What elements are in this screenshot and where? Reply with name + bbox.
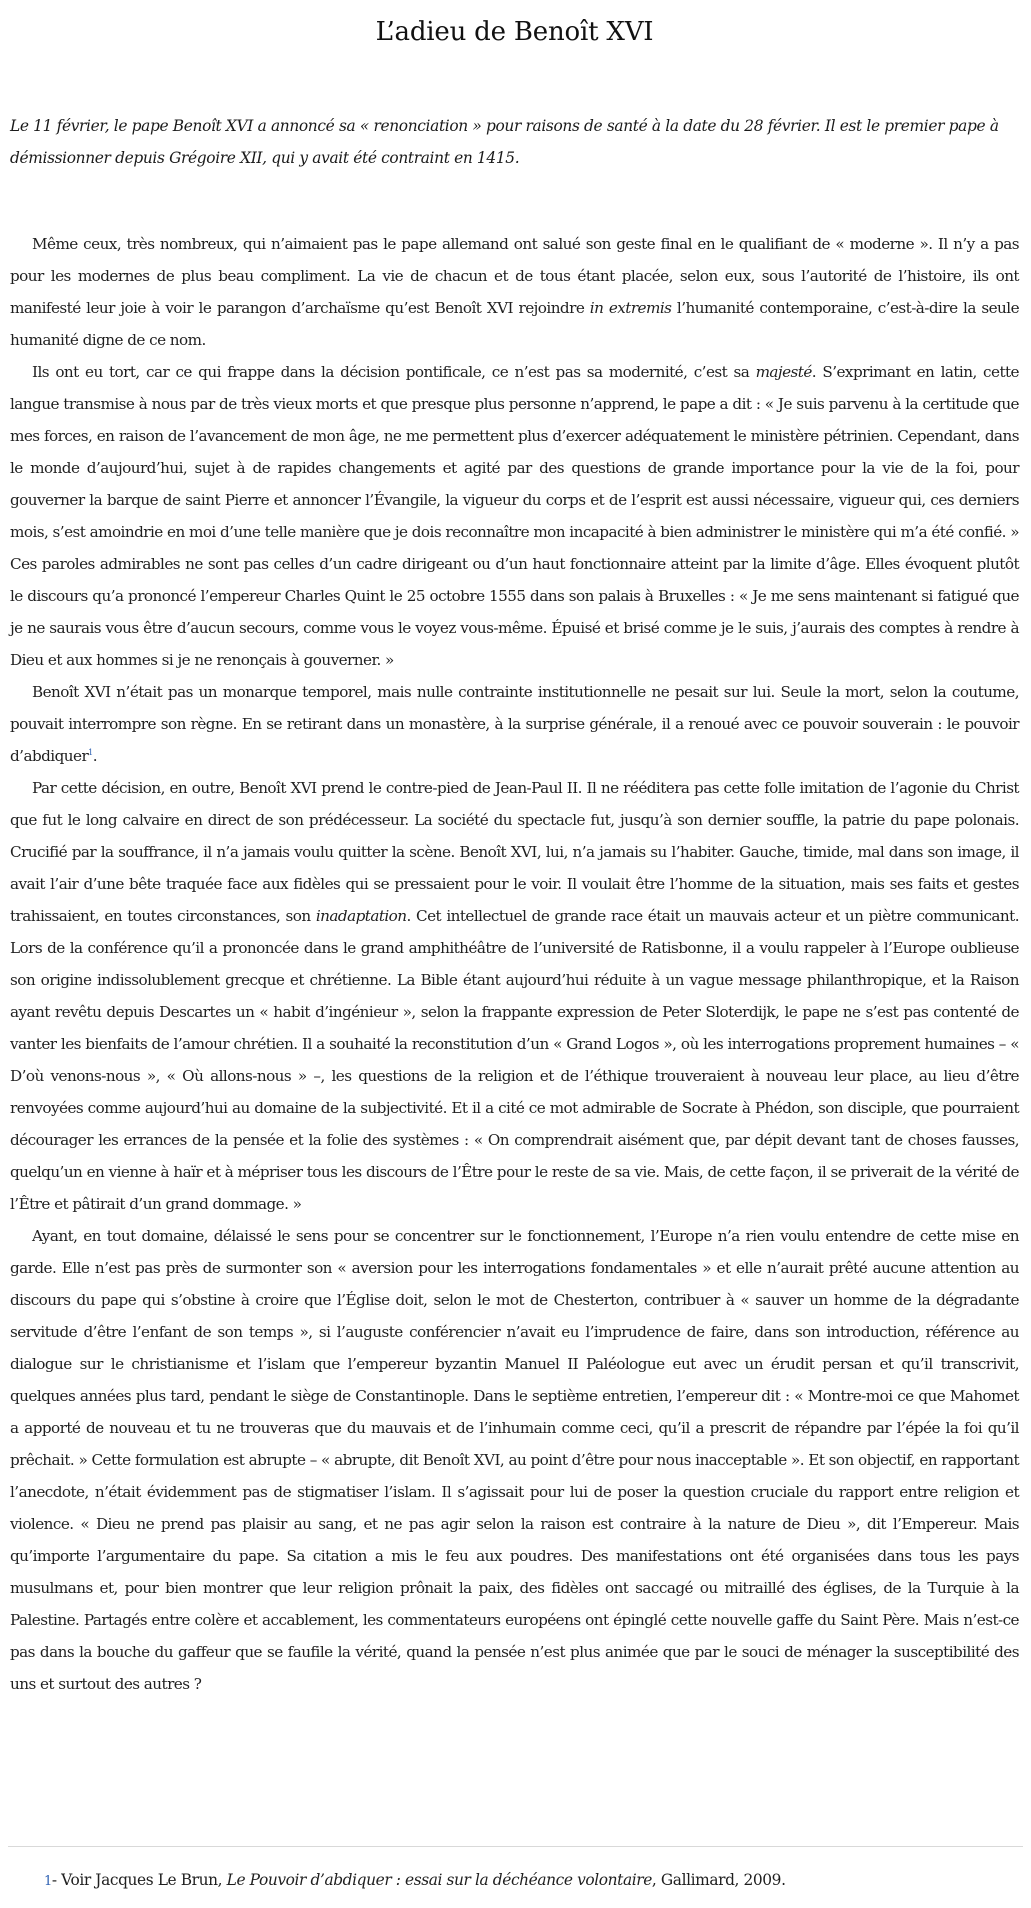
footnote	[44, 1868, 786, 1894]
paragraph-1-part-a: Même ceux, très nombreux, qui n’aimaient pas le pape allemand ont salué son geste final en le qualifiant de « moderne ». Il n’y a pas pour les modernes de plus beau compliment. La vie de chacun et de tous étant placée, selon eux, sous l’autorité de l’histoire, ils ont manifesté leur joie à voir le parangon d’archaïsme qu’est Benoît XVI rejoindre	[10, 235, 1019, 317]
paragraph-1	[10, 228, 1019, 356]
footnote-divider	[8, 1846, 1023, 1847]
paragraph-2-part-a: Ils ont eu tort, car ce qui frappe dans la décision pontificale, ce n’est pas sa modernité, c’est sa	[32, 363, 756, 381]
paragraph-4-part-a: Par cette décision, en outre, Benoît XVI prend le contre-pied de Jean-Paul II. Il ne rééditera pas cette folle imitation de l’agonie du Christ que fut le long calvaire en direct de son prédécesseur. La société du spectacle fut, jusqu’à son dernier souffle, la patrie du pape polonais. Crucifié par la souffrance, il n’a jamais voulu quitter la scène. Benoît XVI, lui, n’a jamais su l’habiter. Gauche, timide, mal dans son image, il avait l’air d’une bête traquée face aux fidèles qui se pressaient pour le voir. Il voulait être l’homme de la situation, mais ses faits et gestes trahissaient, en toutes circonstances, son	[10, 779, 1019, 925]
footnote-number-link[interactable]: 1	[44, 1874, 52, 1889]
article-standfirst: Le 11 février, le pape Benoît XVI a annoncé sa « renonciation » pour raisons de santé à la date du 28 février. Il est le premier pape à démissionner depuis Grégoire XII, qui y avait été contraint en 1415.	[10, 117, 999, 167]
paragraph-3-part-b: .	[92, 747, 97, 765]
paragraph-2-emphasis: majesté	[755, 363, 812, 381]
paragraph-1-emphasis: in extremis	[589, 299, 672, 317]
footnote-book-title: Le Pouvoir d’abdiquer : essai sur la déchéance volontaire	[226, 1871, 652, 1889]
paragraph-4-part-b: . Cet intellectuel de grande race était un mauvais acteur et un piètre communicant. Lors de la conférence qu’il a prononcée dans le grand amphithéâtre de l’université de Ratisbonne, il a voulu rappeler à l’Europe oublieuse son origine indissolublement grecque et chrétienne. La Bible étant aujourd’hui réduite à un vague message philanthropique, et la Raison ayant revêtu depuis Descartes un « habit d’ingénieur », selon la frappante expression de Peter Sloterdijk, le pape ne s’est pas contenté de vanter les bienfaits de l’amour chrétien. Il a souhaité la reconstitution d’un « Grand Logos », où les interrogations proprement humaines – « D’où venons-nous », « Où allons-nous » –, les questions de la religion et de l’éthique trouveraient à nouveau leur place, au lieu d’être renvoyées comme aujourd’hui au domaine de la subjectivité. Et il a cité ce mot admirable de Socrate à Phédon, son disciple, que pourraient décourager les errances de la pensée et la folie des systèmes : « On comprendrait aisément que, par dépit devant tant de choses fausses, quelqu’un en vienne à haïr et à mépriser tous les discours de l’Être pour le reste de sa vie. Mais, de cette façon, il se priverait de la vérité de l’Être et pâtirait d’un grand dommage. »	[10, 907, 1019, 1213]
paragraph-3	[10, 676, 1019, 772]
paragraph-3-part-a: Benoît XVI n’était pas un monarque temporel, mais nulle contrainte institutionnelle ne pesait sur lui. Seule la mort, selon la coutume, pouvait interrompre son règne. En se retirant dans un monastère, à la surprise générale, il a renoué avec ce pouvoir souverain : le pouvoir d’abdiquer	[10, 683, 1019, 765]
paragraph-2-part-b: . S’exprimant en latin, cette langue transmise à nous par de très vieux morts et que presque plus personne n’apprend, le pape a dit : « Je suis parvenu à la certitude que mes forces, en raison de l’avancement de mon âge, ne me permettent plus d’exercer adéquatement le ministère pétrinien. Cependant, dans le monde d’aujourd’hui, sujet à de rapides changements et agité par des questions de grande importance pour la vie de la foi, pour gouverner la barque de saint Pierre et annoncer l’Évangile, la vigueur du corps et de l’esprit est aussi nécessaire, vigueur qui, ces derniers mois, s’est amoindrie en moi d’une telle manière que je dois reconnaître mon incapacité à bien administrer le ministère qui m’a été confié. » Ces paroles admirables ne sont pas celles d’un cadre dirigeant ou d’un haut fonctionnaire atteint par la limite d’âge. Elles évoquent plutôt le discours qu’a prononcé l’empereur Charles Quint le 25 octobre 1555 dans son palais à Bruxelles : « Je me sens maintenant si fatigué que je ne saurais vous être d’aucun secours, comme vous le voyez vous-même. Épuisé et brisé comme je le suis, j’aurais des comptes à rendre à Dieu et aux hommes si je ne renonçais à gouverner. »	[10, 363, 1019, 669]
paragraph-5	[10, 1220, 1019, 1700]
paragraph-1-part-b: l’humanité contemporaine, c’est-à-dire la seule humanité digne de ce nom.	[10, 299, 1020, 349]
footnote-publisher: , Gallimard, 2009.	[651, 1871, 786, 1889]
paragraph-2	[10, 356, 1019, 676]
article-title: L’adieu de Benoît XVI	[375, 17, 654, 47]
footnote-reference-link[interactable]: 1	[88, 747, 93, 757]
paragraph-4-emphasis: inadaptation	[315, 907, 407, 925]
article-body	[10, 228, 1019, 1700]
footnote-separator: - Voir Jacques Le Brun,	[51, 1871, 227, 1889]
paragraph-4	[10, 772, 1019, 1220]
paragraph-5-text: Ayant, en tout domaine, délaissé le sens pour se concentrer sur le fonctionnement, l’Europe n’a rien voulu entendre de cette mise en garde. Elle n’est pas près de surmonter son « aversion pour les interrogations fondamentales » et elle n’aurait prêté aucune attention au discours du pape qui s’obstine à croire que l’Église doit, selon le mot de Chesterton, contribuer à « sauver un homme de la dégradante servitude d’être l’enfant de son temps », si l’auguste conférencier n’avait eu l’imprudence de faire, dans son introduction, référence au dialogue sur le christianisme et l’islam que l’empereur byzantin Manuel II Paléologue eut avec un érudit persan et qu’il transcrivit, quelques années plus tard, pendant le siège de Constantinople. Dans le septième entretien, l’empereur dit : « Montre-moi ce que Mahomet a apporté de nouveau et tu ne trouveras que du mauvais et de l’inhumain comme ceci, qu’il a prescrit de répandre par l’épée la foi qu’il prêchait. » Cette formulation est abrupte – « abrupte, dit Benoît XVI, au point d’être pour nous inacceptable ». Et son objectif, en rapportant l’anecdote, n’était évidemment pas de stigmatiser l’islam. Il s’agissait pour lui de poser la question cruciale du rapport entre religion et violence. « Dieu ne prend pas plaisir au sang, et ne pas agir selon la raison est contraire à la nature de Dieu », dit l’Empereur. Mais qu’importe l’argumentaire du pape. Sa citation a mis le feu aux poudres. Des manifestations ont été organisées dans tous les pays musulmans et, pour bien montrer que leur religion prônait la paix, des fidèles ont saccagé ou mitraillé des églises, de la Turquie à la Palestine. Partagés entre colère et accablement, les commentateurs européens ont épinglé cette nouvelle gaffe du Saint Père. Mais n’est-ce pas dans la bouche du gaffeur que se faufile la vérité, quand la pensée n’est plus animée que par le souci de ménager la susceptibilité des uns et surtout des autres ?	[10, 1227, 1019, 1693]
